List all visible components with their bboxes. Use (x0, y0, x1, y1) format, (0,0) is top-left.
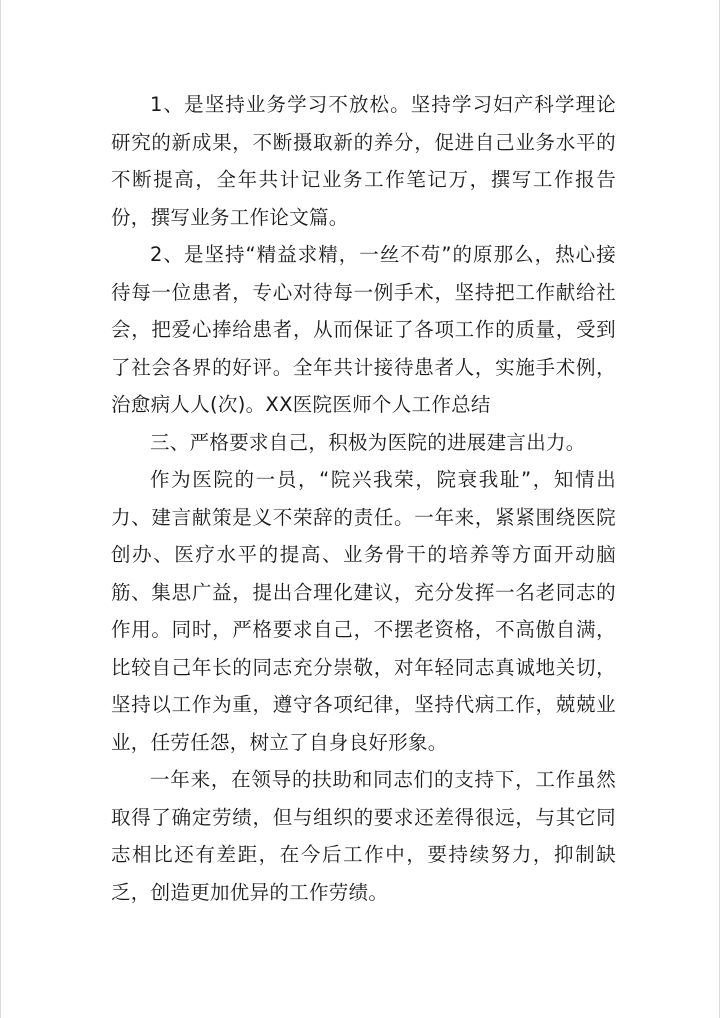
document-body (111, 86, 616, 911)
paragraph-conclusion: 一年来，在领导的扶助和同志们的支持下，工作虽然取得了确定劳绩，但与组织的要求还差得很远，与其它同志相比还有差距，在今后工作中，要持续努力，抑制缺乏，创造更加优异的工作劳绩。 (111, 768, 616, 904)
paragraph-study: 1、是坚持业务学习不放松。坚持学习妇产科学理论研究的新成果，不断摄取新的养分，促进自己业务水平的不断提高，全年共计记业务工作笔记万，撰写工作报告份，撰写业务工作论文篇。 (111, 93, 616, 229)
paragraph-excellence: 2、是坚持“精益求精，一丝不苟”的原那么，热心接待每一位患者，专心对待每一例手术，坚持把工作献给社会，把爱心捧给患者，从而保证了各项工作的质量，受到了社会各界的好评。全年共计接待患者人，实施手术例，治愈病人人(次)。XX医院医师个人工作总结 (111, 243, 616, 416)
paragraph-section-heading: 三、严格要求自己，积极为医院的进展建言出力。 (150, 430, 586, 454)
paragraph-contribution: 作为医院的一员，“院兴我荣，院衰我耻”，知情出力、建言献策是义不荣辞的责任。一年来，紧紧围绕医院创办、医疗水平的提高、业务骨干的培养等方面开动脑筋、集思广益，提出合理化建议，充分发挥一名老同志的作用。同时，严格要求自己，不摆老资格，不高傲自满，比较自己年长的同志充分崇敬，对年轻同志真诚地关切，坚持以工作为重，遵守各项纪律，坚持代病工作，兢兢业业，任劳任怨，树立了自身良好形象。 (111, 468, 616, 754)
